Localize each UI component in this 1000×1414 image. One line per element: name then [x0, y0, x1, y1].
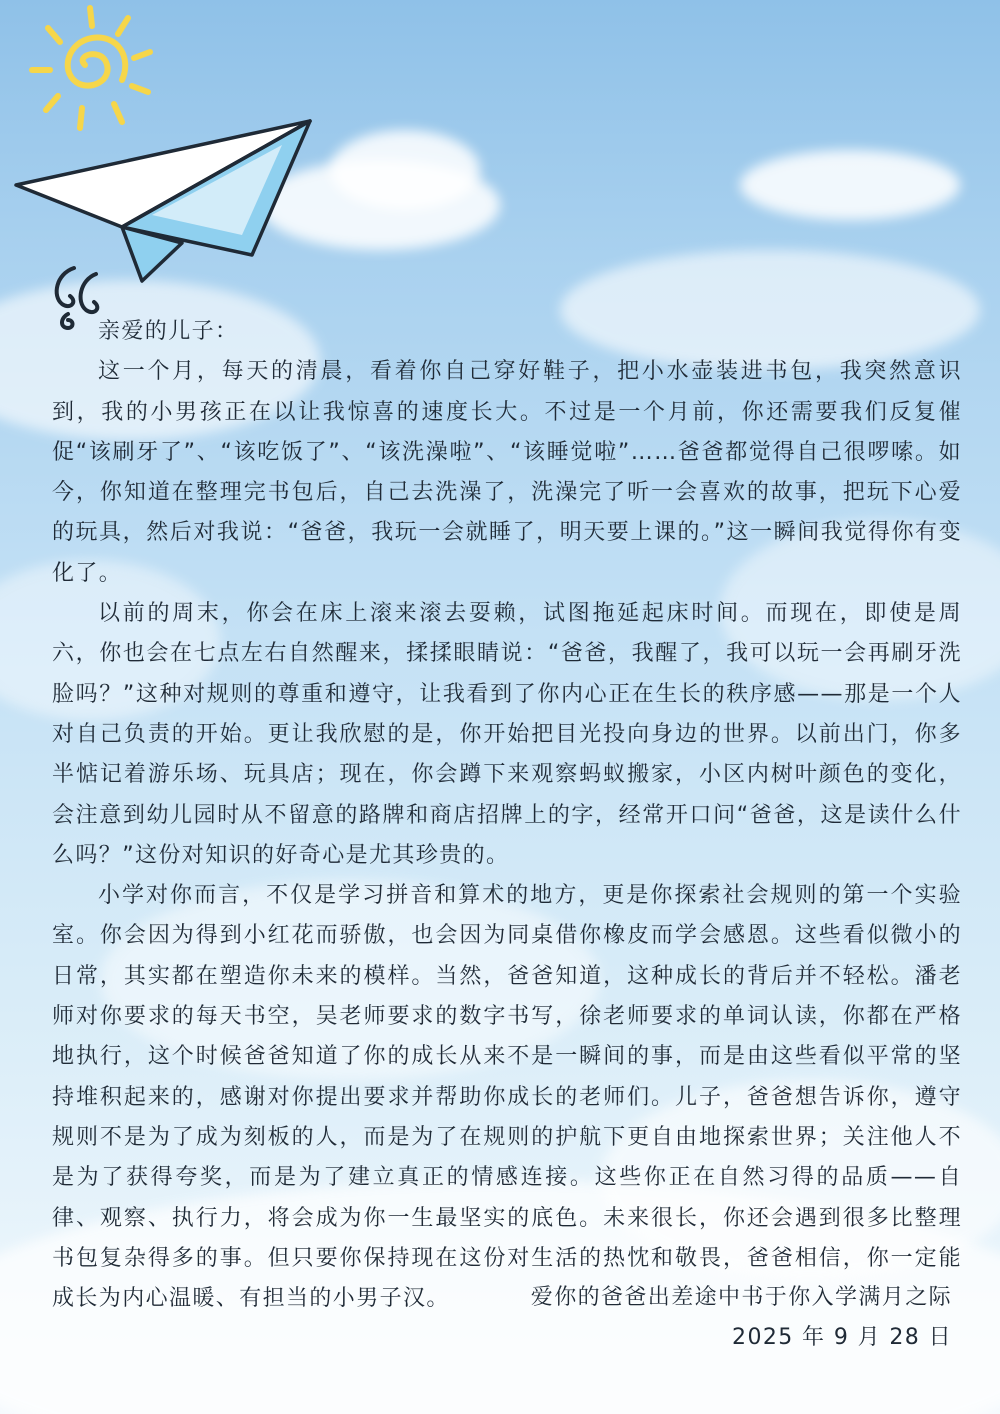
letter-paragraph: 这一个月，每天的清晨，看着你自己穿好鞋子，把小水壶装进书包，我突然意识到，我的小男孩正在以让我惊喜的速度长大。不过是一个月前，你还需要我们反复催促“该刷牙了”、“该吃饭了”、“该洗澡啦”、“该睡觉啦”……爸爸都觉得自己很啰嗦。如今，你知道在整理完书包后，自己去洗澡了，洗澡完了听一会喜欢的故事，把玩下心爱的玩具，然后对我说：“爸爸，我玩一会就睡了，明天要上课的。”这一瞬间我觉得你有变化了。 [52, 359, 962, 586]
letter-body [52, 312, 962, 1319]
paper-plane-icon [12, 115, 322, 285]
cloud [330, 130, 480, 210]
letter-paragraph: 以前的周末，你会在床上滚来滚去耍赖，试图拖延起床时间。而现在，即使是周六，你也会在七点左右自然醒来，揉揉眼睛说：“爸爸，我醒了，我可以玩一会再刷牙洗脸吗？”这种对规则的尊重和遵守，让我看到了你内心正在生长的秩序感——那是一个人对自己负责的开始。更让我欣慰的是，你开始把目光投向身边的世界。以前出门，你多半惦记着游乐场、玩具店；现在，你会蹲下来观察蚂蚁搬家，小区内树叶颜色的变化，会注意到幼儿园时从不留意的路牌和商店招牌上的字，经常开口问“爸爸，这是读什么什么吗？”这份对知识的好奇心是尤其珍贵的。 [52, 601, 962, 868]
greeting: 亲爱的儿子： [98, 319, 239, 344]
letter-paragraph: 小学对你而言，不仅是学习拼音和算术的地方，更是你探索社会规则的第一个实验室。你会因为得到小红花而骄傲，也会因为同桌借你橡皮而学会感恩。这些看似微小的日常，其实都在塑造你未来的模样。当然，爸爸知道，这种成长的背后并不轻松。潘老师对你要求的每天书空，吴老师要求的数字书写，徐老师要求的单词认读，你都在严格地执行，这个时候爸爸知道了你的成长从来不是一瞬间的事，而是由这些看似平常的坚持堆积起来的，感谢对你提出要求并帮助你成长的老师们。儿子，爸爸想告诉你，遵守规则不是为了成为刻板的人，而是为了在规则的护航下更自由地探索世界；关注他人不是为了获得夸奖，而是为了建立真正的情感连接。这些你正在自然习得的品质——自律、观察、执行力，将会成为你一生最坚实的底色。未来很长，你还会遇到很多比整理书包复杂得多的事。但只要你保持现在这份对生活的热忱和敬畏，爸爸相信，你一定能成长为内心温暖、有担当的小男子汉。 [52, 883, 962, 1312]
date: 2025 年 9 月 28 日 [732, 1325, 952, 1350]
cloud [740, 150, 960, 220]
signature: 爱你的爸爸出差途中书于你入学满月之际 [530, 1285, 952, 1310]
signature-block [531, 1278, 952, 1358]
